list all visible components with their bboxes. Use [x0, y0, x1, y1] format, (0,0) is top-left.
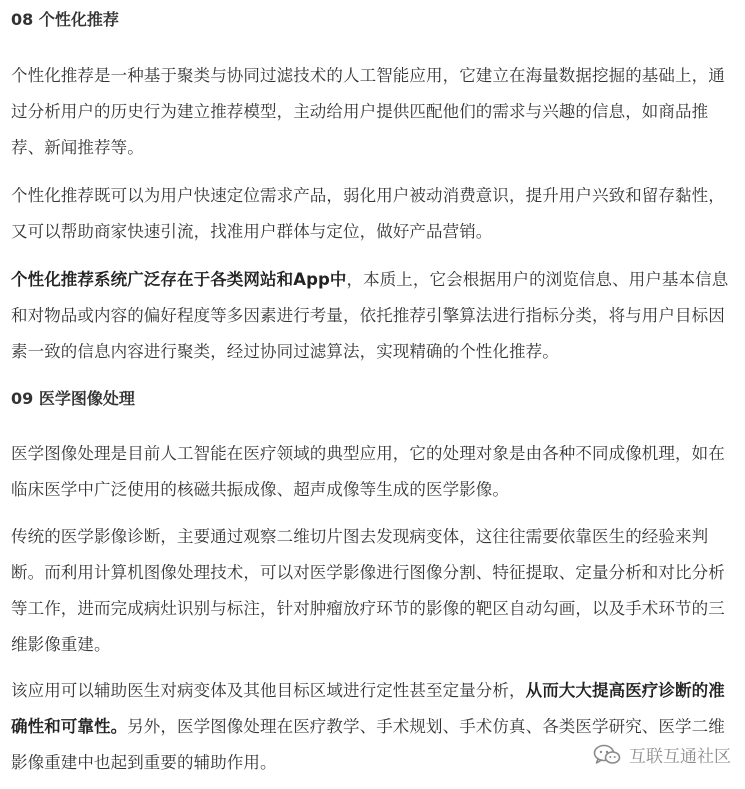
- section-heading-09: 09 医学图像处理: [11, 389, 135, 408]
- paragraph: 传统的医学影像诊断，主要通过观察二维切片图去发现病变体，这往往需要依靠医生的经验来判断。而利用计算机图像处理技术，可以对医学影像进行图像分割、特征提取、定量分析和对比分析等工作，进而完成病灶识别与标注，针对肿瘤放疗环节的影像的靶区自动勾画，以及手术环节的三维影像重建。: [11, 527, 725, 654]
- bold-phrase: 从而大大提高医疗诊断的准确性和可靠性。: [11, 681, 725, 736]
- paragraph: 个性化推荐既可以为用户快速定位需求产品，弱化用户被动消费意识，提升用户兴致和留存黏性，又可以帮助商家快速引流，找准用户群体与定位，做好产品营销。: [11, 186, 725, 241]
- bold-phrase: 个性化推荐系统广泛存在于各类网站和App中: [11, 270, 347, 289]
- section-heading-08: 08 个性化推荐: [11, 10, 119, 29]
- paragraph: [11, 262, 737, 370]
- watermark: [593, 742, 731, 767]
- wechat-icon: [593, 744, 621, 766]
- paragraph: 医学图像处理是目前人工智能在医疗领域的典型应用，它的处理对象是由各种不同成像机理，如在临床医学中广泛使用的核磁共振成像、超声成像等生成的医学影像。: [11, 444, 725, 499]
- paragraph-text: 该应用可以辅助医生对病变体及其他目标区域进行定性甚至定量分析，: [11, 681, 526, 700]
- paragraph: 个性化推荐是一种基于聚类与协同过滤技术的人工智能应用，它建立在海量数据挖掘的基础上，通过分析用户的历史行为建立推荐模型，主动给用户提供匹配他们的需求与兴趣的信息，如商品推荐、新闻推荐等。: [11, 66, 725, 157]
- paragraph-text: ，本质上，它会根据用户的浏览信息、用户基本信息和对物品或内容的偏好程度等多因素进行考量，依托推荐引擎算法进行指标分类，将与用户目标因素一致的信息内容进行聚类，经过协同过滤算法，实现精确的个性化推荐。: [11, 270, 729, 361]
- watermark-text: 互联互通社区: [629, 747, 731, 767]
- paragraph-text: 另外，医学图像处理在医疗教学、手术规划、手术仿真、各类医学研究、医学二维影像重建中也起到重要的辅助作用。: [11, 717, 725, 772]
